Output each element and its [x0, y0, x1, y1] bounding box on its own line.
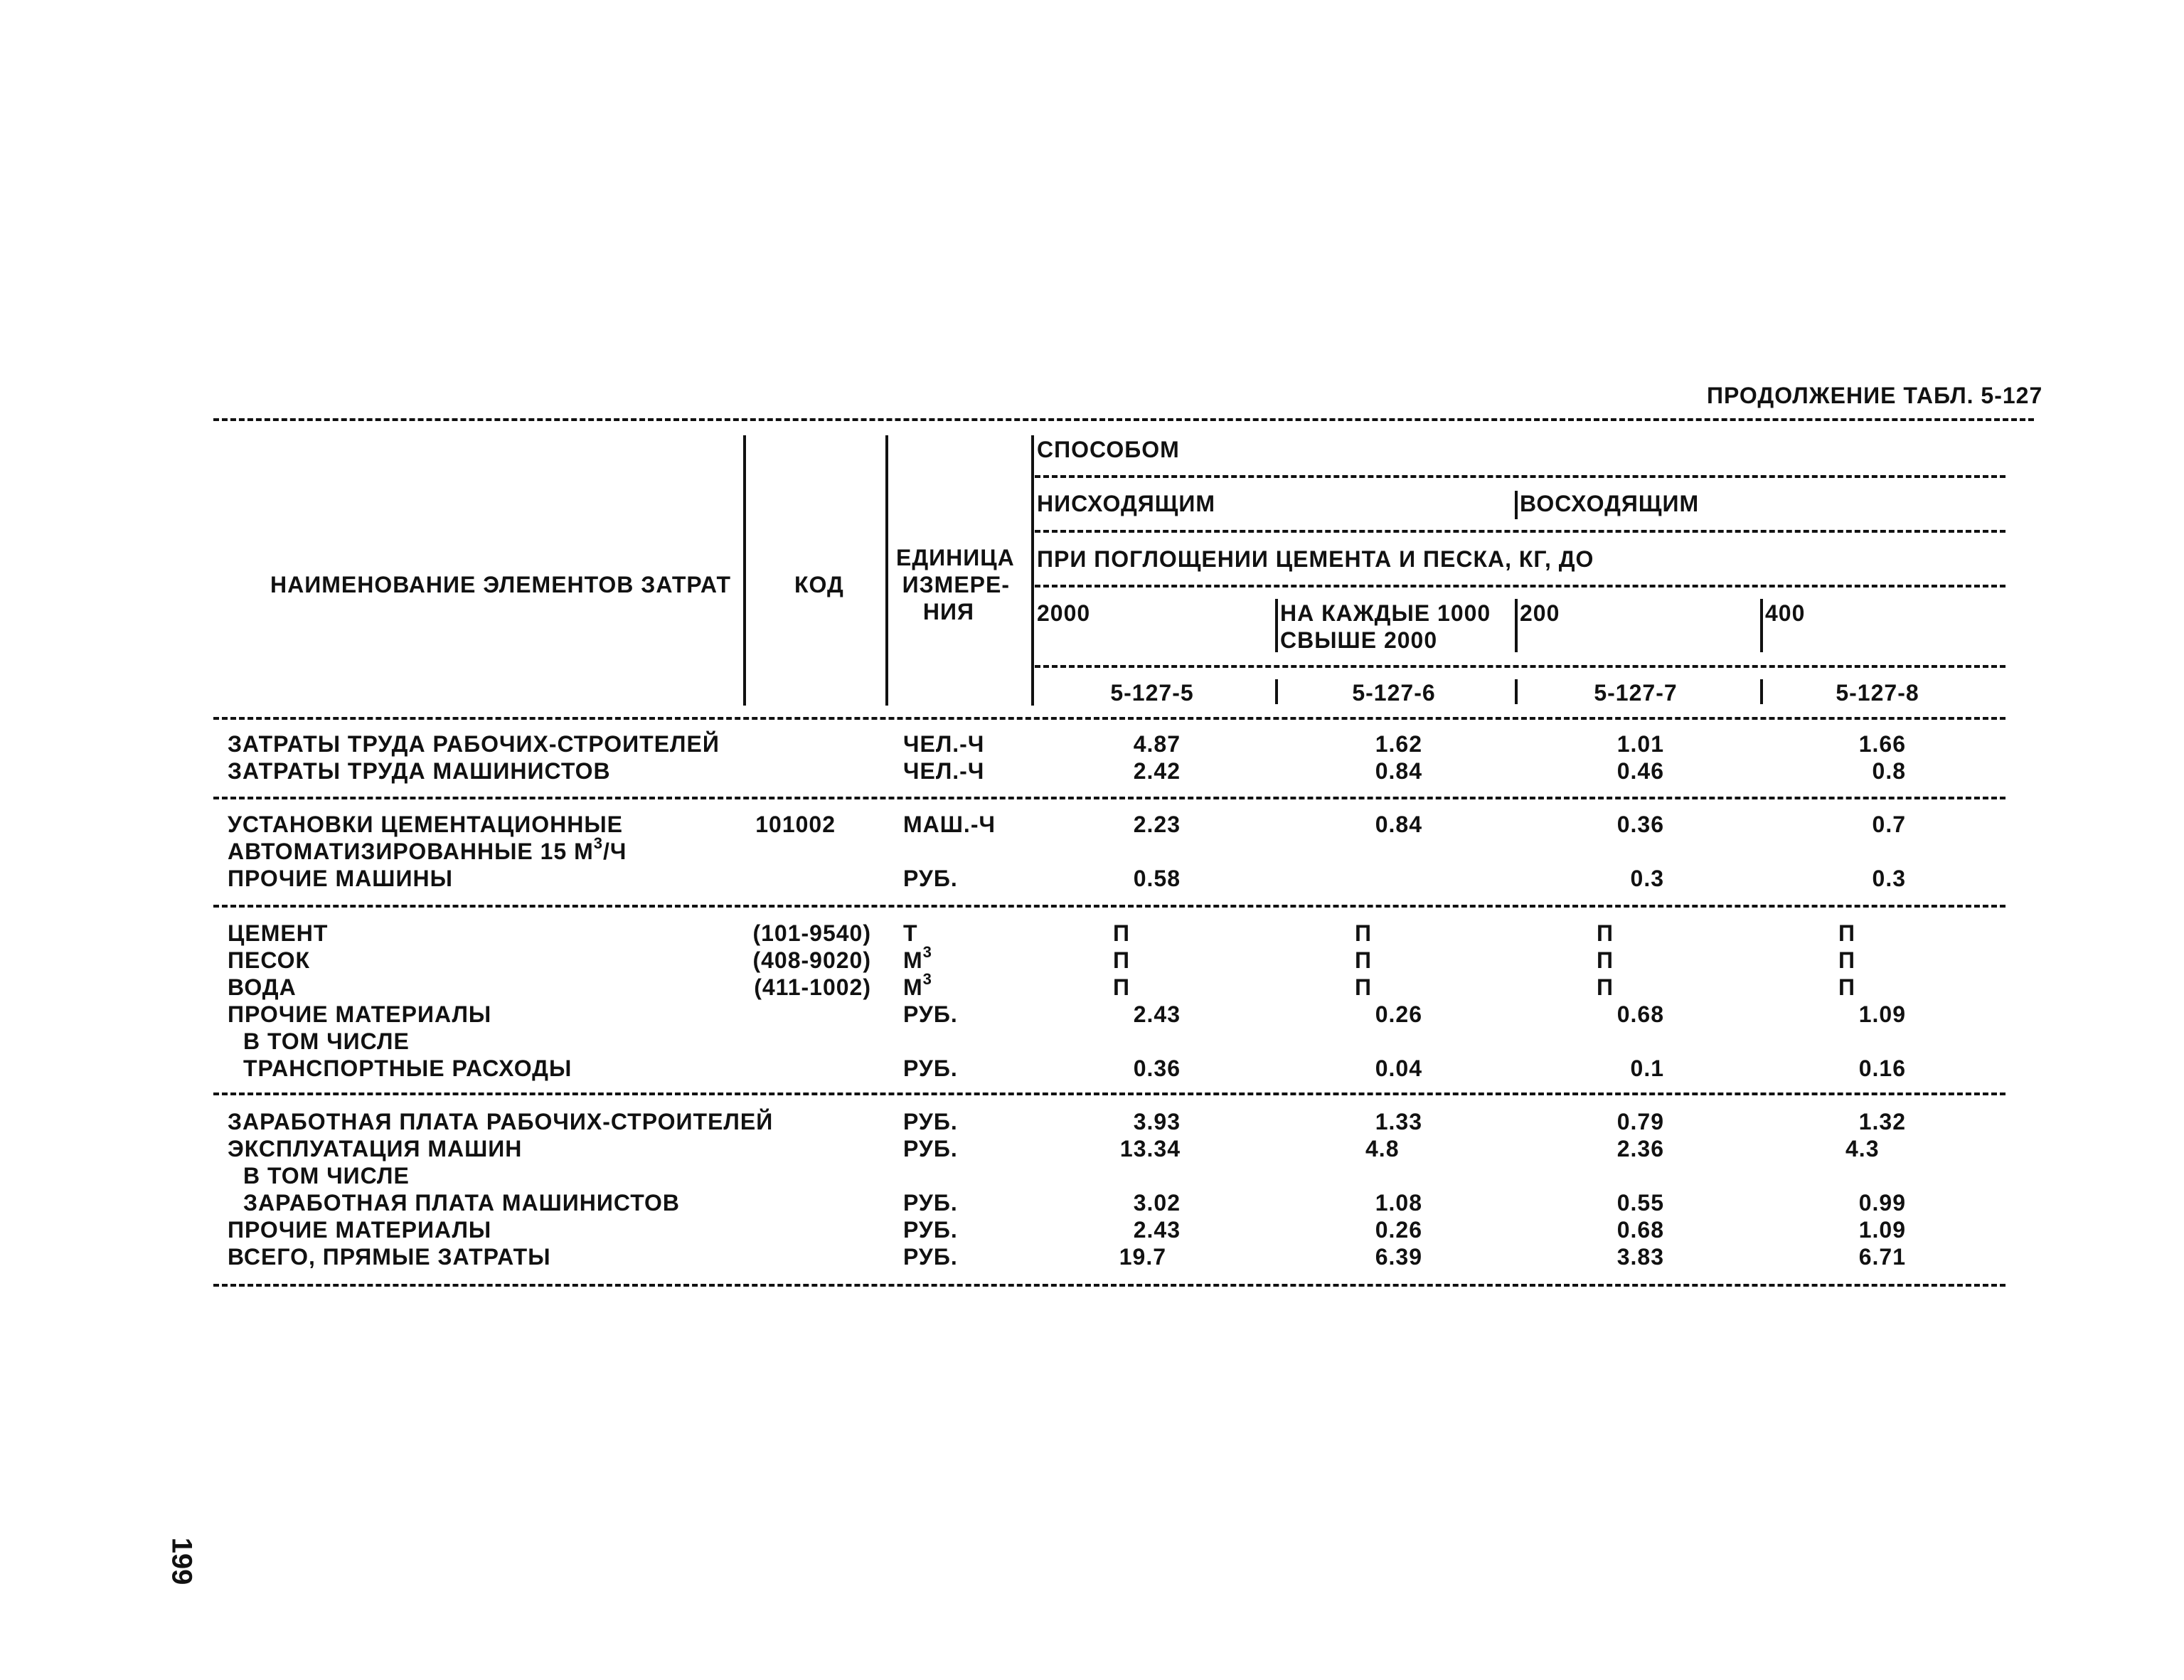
rule-header-bottom [213, 717, 2005, 720]
row-value: 0.1 [1630, 1056, 1664, 1081]
rule-subhead [1035, 665, 2005, 668]
page-number: 199 [166, 1537, 198, 1585]
row-value: 0.68 [1616, 1217, 1664, 1243]
header-code-6: 5-127-6 [1352, 680, 1436, 706]
row-value: 2.36 [1616, 1136, 1664, 1161]
row-name: ПРОЧИЕ МАТЕРИАЛЫ [228, 1217, 492, 1243]
col-divider-code [885, 435, 888, 706]
row-unit: РУБ. [903, 1244, 958, 1270]
row-value: 0.36 [1616, 812, 1664, 837]
row-unit-with-sup [903, 970, 932, 1000]
row-value: П [1597, 947, 1614, 973]
header-unit-2: ИЗМЕРЕ- [902, 572, 1010, 597]
row-unit: РУБ. [903, 1109, 958, 1134]
row-value: П [1355, 920, 1372, 946]
row-value: 0.26 [1375, 1001, 1422, 1027]
col-divider-sub3 [1515, 599, 1518, 652]
superscript: 3 [922, 970, 932, 988]
rule-section-3 [213, 1092, 2005, 1095]
row-value: 0.16 [1858, 1056, 1906, 1081]
row-code: (408-9020) [752, 947, 871, 973]
row-unit: М [903, 974, 923, 1000]
row-value: 3.93 [1133, 1109, 1181, 1134]
row-value: П [1355, 947, 1372, 973]
superscript: 3 [593, 834, 604, 852]
row-value: 2.23 [1133, 812, 1181, 837]
row-value: 2.43 [1133, 1001, 1181, 1027]
header-unit-3: НИЯ [922, 599, 974, 624]
row-value: 0.68 [1616, 1001, 1664, 1027]
row-value: 1.01 [1616, 731, 1664, 757]
header-absorption: ПРИ ПОГЛОЩЕНИИ ЦЕМЕНТА И ПЕСКА, КГ, ДО [1037, 546, 1594, 572]
row-value: 0.55 [1616, 1190, 1664, 1216]
row-unit: РУБ. [903, 1056, 958, 1081]
row-value: 1.32 [1858, 1109, 1906, 1134]
row-value: П [1838, 920, 1855, 946]
row-value: 1.09 [1858, 1217, 1906, 1243]
row-name: ТРАНСПОРТНЫЕ РАСХОДЫ [243, 1056, 572, 1081]
row-value: 3.83 [1616, 1244, 1664, 1270]
row-value: 0.36 [1133, 1056, 1181, 1081]
row-value: 3.02 [1133, 1190, 1181, 1216]
row-name: ЗАТРАТЫ ТРУДА РАБОЧИХ-СТРОИТЕЛЕЙ [228, 731, 720, 757]
row-name: ВСЕГО, ПРЯМЫЕ ЗАТРАТЫ [228, 1244, 551, 1270]
row-name: ПРОЧИЕ МАШИНЫ [228, 866, 453, 891]
header-sub-2000: 2000 [1037, 600, 1091, 626]
row-unit: РУБ. [903, 866, 958, 891]
rule-section-1 [213, 797, 2005, 799]
rule-method [1035, 475, 2005, 478]
row-code: (101-9540) [752, 920, 871, 946]
row-code: 101002 [755, 812, 836, 837]
row-value: 0.04 [1375, 1056, 1422, 1081]
row-unit: ЧЕЛ.-Ч [903, 758, 985, 784]
header-code-8: 5-127-8 [1836, 680, 1919, 706]
header-descending: НИСХОДЯЩИМ [1037, 491, 1216, 516]
row-value: 0.58 [1133, 866, 1181, 891]
row-value: П [1113, 920, 1130, 946]
row-value: 19.7 [1119, 1244, 1166, 1270]
row-value: 0.7 [1872, 812, 1906, 837]
row-name: ПРОЧИЕ МАТЕРИАЛЫ [228, 1001, 492, 1027]
rule-direction [1035, 530, 2005, 533]
row-name: В ТОМ ЧИСЛЕ [243, 1163, 410, 1189]
rule-section-2 [213, 905, 2005, 908]
row-value: П [1838, 974, 1855, 1000]
row-unit: Т [903, 920, 918, 946]
row-value: 2.42 [1133, 758, 1181, 784]
row-value: 0.46 [1616, 758, 1664, 784]
row-unit: РУБ. [903, 1136, 958, 1161]
row-name: АВТОМАТИЗИРОВАННЫЕ 15 М [228, 839, 594, 864]
row-value: 4.87 [1133, 731, 1181, 757]
row-name: ЗАТРАТЫ ТРУДА МАШИНИСТОВ [228, 758, 611, 784]
row-unit-with-sup [903, 943, 932, 973]
col-divider-sub4 [1760, 599, 1763, 652]
row-unit: РУБ. [903, 1217, 958, 1243]
rule-bottom [213, 1284, 2005, 1287]
col-divider-unit [1031, 435, 1034, 706]
row-value: 0.99 [1858, 1190, 1906, 1216]
row-value: П [1355, 974, 1372, 1000]
row-unit: М [903, 947, 923, 973]
header-ascending: ВОСХОДЯЩИМ [1520, 491, 1700, 516]
header-code: КОД [794, 572, 844, 597]
row-value: 1.62 [1375, 731, 1422, 757]
col-divider-code2 [1275, 679, 1278, 704]
row-value: П [1597, 920, 1614, 946]
header-sub-each-1000: НА КАЖДЫЕ 1000 [1280, 600, 1491, 626]
header-method: СПОСОБОМ [1037, 437, 1180, 462]
rule-absorption [1035, 585, 2005, 588]
col-divider-asc [1515, 491, 1518, 519]
row-value: 0.84 [1375, 812, 1422, 837]
row-value: 1.33 [1375, 1109, 1422, 1134]
row-name: ЭКСПЛУАТАЦИЯ МАШИН [228, 1136, 523, 1161]
col-divider-sub2 [1275, 599, 1278, 652]
header-sub-400: 400 [1765, 600, 1806, 626]
row-value: 2.43 [1133, 1217, 1181, 1243]
row-name: УСТАНОВКИ ЦЕМЕНТАЦИОННЫЕ [228, 812, 624, 837]
row-value: 0.8 [1872, 758, 1906, 784]
col-divider-code4 [1760, 679, 1763, 704]
row-value: П [1838, 947, 1855, 973]
header-code-5: 5-127-5 [1110, 680, 1194, 706]
row-name: ЗАРАБОТНАЯ ПЛАТА МАШИНИСТОВ [243, 1190, 680, 1216]
header-unit-1: ЕДИНИЦА [896, 545, 1015, 570]
row-value: 0.26 [1375, 1217, 1422, 1243]
col-divider-name [743, 435, 746, 706]
row-value: 1.66 [1858, 731, 1906, 757]
row-name: В ТОМ ЧИСЛЕ [243, 1028, 410, 1054]
row-value: 0.79 [1616, 1109, 1664, 1134]
table-continuation-title: ПРОДОЛЖЕНИЕ ТАБЛ. 5-127 [1707, 383, 2043, 408]
row-unit: МАШ.-Ч [903, 812, 996, 837]
row-value: 13.34 [1119, 1136, 1181, 1161]
row-value: 1.09 [1858, 1001, 1906, 1027]
col-divider-code3 [1515, 679, 1518, 704]
header-sub-200: 200 [1520, 600, 1560, 626]
row-value: 0.3 [1872, 866, 1906, 891]
row-code: (411-1002) [754, 974, 871, 1000]
row-value: 6.39 [1375, 1244, 1422, 1270]
row-value: П [1597, 974, 1614, 1000]
row-value: 1.08 [1375, 1190, 1422, 1216]
superscript: 3 [922, 943, 932, 961]
header-sub-over-2000: СВЫШЕ 2000 [1280, 627, 1438, 653]
row-value: 4.8 [1365, 1136, 1400, 1161]
row-name-tail: /Ч [603, 839, 627, 864]
header-name: НАИМЕНОВАНИЕ ЭЛЕМЕНТОВ ЗАТРАТ [270, 572, 731, 597]
row-name: ВОДА [228, 974, 297, 1000]
row-value: 4.3 [1845, 1136, 1880, 1161]
row-value: 6.71 [1858, 1244, 1906, 1270]
row-unit: РУБ. [903, 1001, 958, 1027]
row-value: П [1113, 974, 1130, 1000]
row-value: 0.84 [1375, 758, 1422, 784]
row-value: П [1113, 947, 1130, 973]
rule-top [213, 418, 2034, 421]
row-unit: ЧЕЛ.-Ч [903, 731, 985, 757]
row-name: ЦЕМЕНТ [228, 920, 329, 946]
row-name: ПЕСОК [228, 947, 311, 973]
row-name: ЗАРАБОТНАЯ ПЛАТА РАБОЧИХ-СТРОИТЕЛЕЙ [228, 1109, 774, 1134]
header-code-7: 5-127-7 [1594, 680, 1678, 706]
row-value: 0.3 [1630, 866, 1664, 891]
row-name-continuation [228, 834, 627, 864]
row-unit: РУБ. [903, 1190, 958, 1216]
